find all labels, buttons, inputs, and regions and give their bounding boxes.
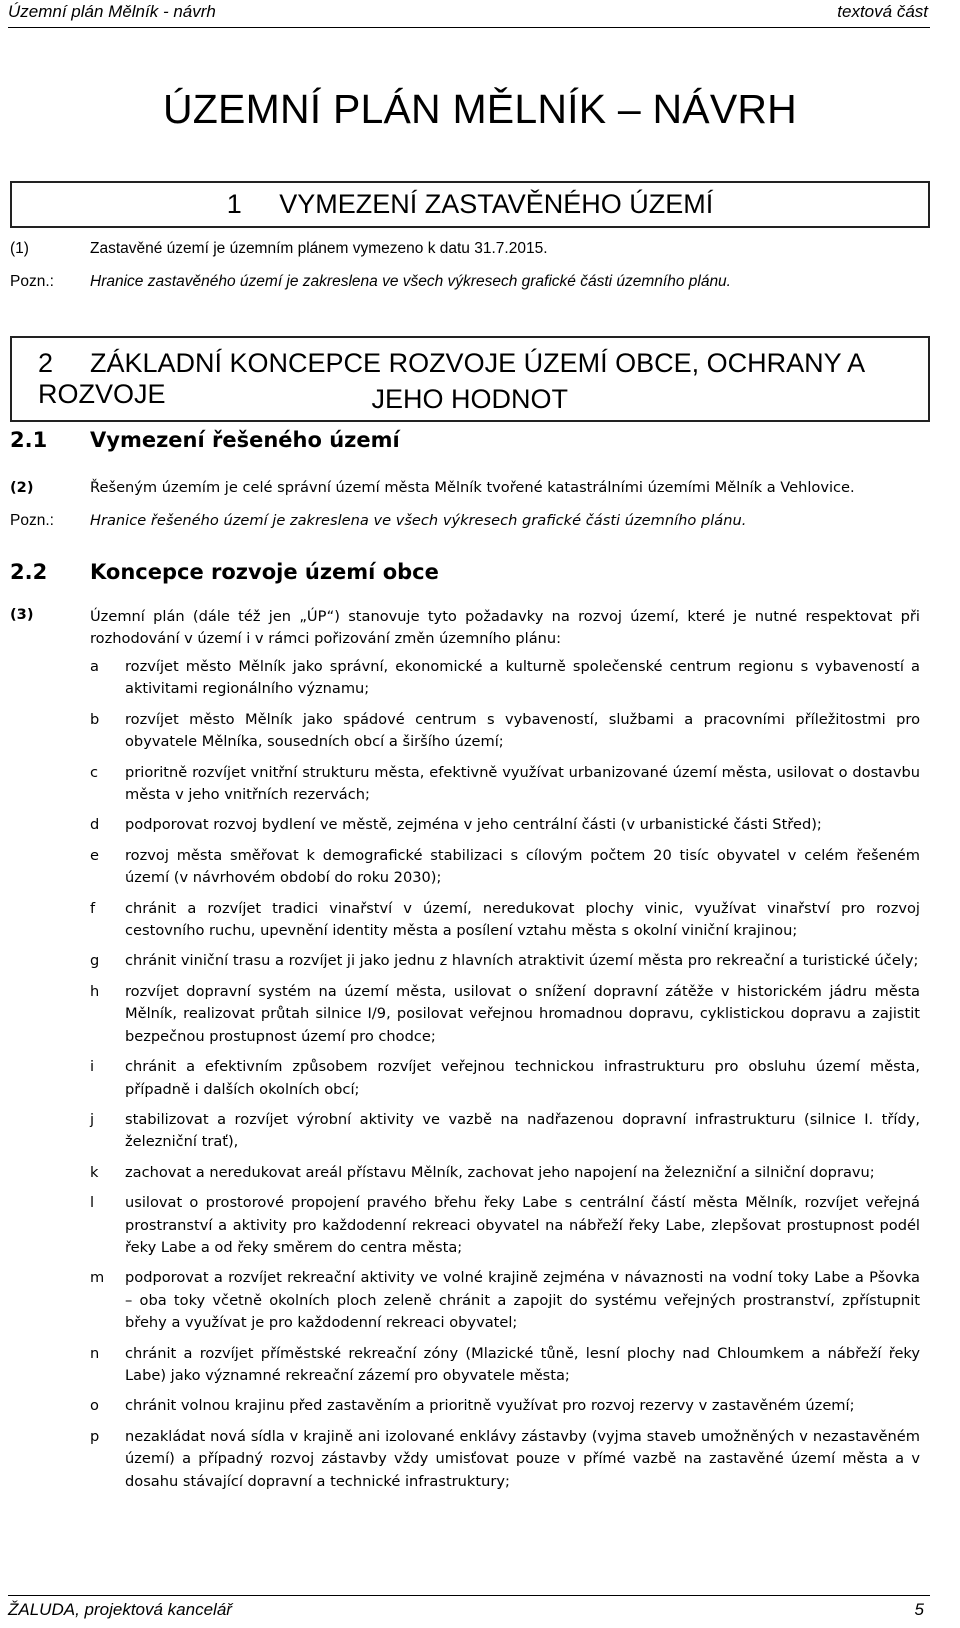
list-item-letter: i: [90, 1058, 95, 1076]
section-2-2-title: Koncepce rozvoje území obce: [90, 560, 439, 584]
list-item: [90, 1395, 920, 1417]
list-item-letter: n: [90, 1344, 100, 1362]
list-item: [90, 898, 920, 943]
list-item: [90, 1192, 920, 1259]
page-number: 5: [914, 1600, 924, 1619]
section-2-2-number: 2.2: [10, 560, 48, 584]
list-item-letter: o: [90, 1397, 99, 1415]
list-item: [90, 709, 920, 754]
list-item-text: podporovat a rozvíjet rekreační aktivity ve volné krajině zejména v návaznosti na vodní toky Labe a Pšovka – oba toky včetně okolních ploch zeleně chránit a zapojit do systému veřejných prostranství, zpřístupnit břehy a využívat je pro každodenní rekreaci obyvatel;: [125, 1269, 920, 1332]
page-header: [0, 0, 960, 28]
header-rule: [8, 27, 930, 28]
list-item-text: rozvoj města směřovat k demografické stabilizaci s cílovým počtem 20 tisíc obyvatel v celém řešeném území (v návrhovém období do roku 2030);: [125, 846, 920, 887]
list-item-text: rozvíjet dopravní systém na území města, usilovat o snížení dopravní zátěže v historickém jádru města Mělník, realizovat průtah silnice I/9, posilovat veřejnou hromadnou dopravu, cyklistickou dopravu a zajistit bezpečnou prostupnost území pro chodce;: [125, 982, 920, 1045]
header-section-name: textová část: [837, 2, 928, 21]
list-item-letter: d: [90, 816, 100, 834]
section-2-1-number: 2.1: [10, 428, 48, 452]
note-2-label: Pozn.:: [10, 512, 54, 529]
list-item-letter: h: [90, 982, 100, 1000]
note-1-text: Hranice zastavěného území je zakreslena ve všech výkresech grafické části územního plánu.: [90, 273, 731, 290]
list-item-text: podporovat rozvoj bydlení ve městě, zejména v jeho centrální části (v urbanistické části Střed);: [125, 816, 822, 834]
list-item-letter: p: [90, 1427, 100, 1445]
list-item: [90, 981, 920, 1048]
list-item-text: nezakládat nová sídla v krajině ani izolované enklávy zástavby (vyjma staveb umožněných v nezastavěném území) a případný rozvoj zástavby vždy umisťovat pouze v přímé vazbě na zastavěné území města a v dosahu stávající dopravní a technické infrastruktury;: [125, 1427, 920, 1490]
section-2-1-title: Vymezení řešeného území: [90, 428, 400, 452]
header-document-name: Územní plán Mělník - návrh: [8, 2, 216, 21]
paragraph-1-text: Zastavěné území je územním plánem vymezeno k datu 31.7.2015.: [90, 240, 548, 257]
chapter-2-heading: [10, 336, 930, 422]
list-item-text: rozvíjet město Mělník jako správní, ekonomické a kulturně společenské centrum regionu s vybaveností a aktivitami regionálního významu;: [125, 658, 920, 698]
chapter-1-heading: [10, 181, 930, 228]
footer-company: ŽALUDA, projektová kancelář: [8, 1600, 232, 1619]
list-item-text: prioritně rozvíjet vnitřní strukturu města, efektivně využívat urbanizované území města, usilovat o dostavbu města v jeho vnitřních rezervách;: [125, 763, 920, 804]
list-item-letter: j: [90, 1110, 95, 1128]
paragraph-2-text: Řešeným územím je celé správní území města Mělník tvořené katastrálními územími Mělník a Vehlovice.: [90, 479, 855, 496]
list-item: [90, 656, 920, 701]
list-item-text: usilovat o prostorové propojení pravého břehu řeky Labe s centrální částí města Mělník, rozvíjet veřejná prostranství a aktivity pro každodenní rekreaci obyvatel na nábřeží řeky Labe, zlepšovat prostupnost podél řeky Labe a od řeky směrem do centra města;: [125, 1194, 920, 1256]
list-item-text: chránit a rozvíjet tradici vinařství v území, neredukovat plochy vinic, využívat vinařství pro rozvoj cestovního ruchu, upevnění identity města a posílení vztahu města s okolní viniční krajinou;: [125, 899, 920, 940]
chapter-2-title-line2: JEHO HODNOT: [371, 384, 568, 414]
chapter-1-number: 1: [226, 189, 242, 219]
list-item: [90, 762, 920, 807]
list-item: [90, 1343, 920, 1388]
list-item-text: chránit a rozvíjet příměstské rekreační zóny (Mlazické tůně, lesní plochy nad Chloumkem a nábřeží řeky Labe) jako významné rekreační zázemí pro obyvatele města;: [125, 1344, 920, 1384]
list-item-letter: a: [90, 658, 99, 675]
list-item-text: rozvíjet město Mělník jako spádové centrum s vybaveností, službami a pracovními příležitostmi pro obyvatele Mělníka, sousedních obcí a širšího území;: [125, 710, 920, 751]
list-item: [90, 814, 920, 836]
list-item-letter: c: [90, 763, 99, 781]
paragraph-3-label: (3): [10, 606, 34, 623]
paragraph-2-label: (2): [10, 479, 34, 496]
list-item: [90, 845, 920, 890]
list-item-letter: b: [90, 710, 100, 728]
requirements-list: [90, 656, 920, 1501]
list-item: [90, 1056, 920, 1101]
list-item-text: stabilizovat a rozvíjet výrobní aktivity ve vazbě na nadřazenou dopravní infrastrukturu (silnice I. třídy, železniční trať),: [125, 1110, 920, 1151]
list-item-letter: m: [90, 1269, 105, 1287]
paragraph-1-label: (1): [10, 240, 29, 257]
list-item: [90, 1162, 920, 1184]
document-title: ÚZEMNÍ PLÁN MĚLNÍK – NÁVRH: [163, 86, 797, 132]
note-2-text: Hranice řešeného území je zakreslena ve všech výkresech grafické části územního plánu.: [90, 512, 747, 529]
list-item: [90, 1267, 920, 1334]
paragraph-3-text: Územní plán (dále též jen „ÚP“) stanovuje tyto požadavky na rozvoj území, které je nutné respektovat při rozhodování v území i v rámci pořizování změn územního plánu:: [90, 608, 920, 647]
list-item-text: chránit viniční trasu a rozvíjet ji jako jednu z hlavních atraktivit území města pro rekreační a turistické účely;: [125, 952, 919, 970]
list-item-text: chránit volnou krajinu před zastavěním a prioritně využívat pro rozvoj rezervy v zastavěném území;: [125, 1397, 855, 1415]
list-item-letter: l: [90, 1194, 95, 1212]
list-item-text: zachovat a neredukovat areál přístavu Mělník, zachovat jeho napojení na železniční a silniční dopravu;: [125, 1163, 875, 1181]
footer-rule: [8, 1595, 930, 1596]
list-item-letter: g: [90, 952, 100, 970]
list-item-letter: e: [90, 846, 99, 864]
section-2-2-heading: [10, 560, 439, 584]
chapter-2-number: 2: [38, 348, 54, 378]
list-item-text: chránit a efektivním způsobem rozvíjet veřejnou technickou infrastrukturu pro obsluhu území města, případně i dalších okolních obcí;: [125, 1058, 920, 1098]
list-item: [90, 1109, 920, 1154]
list-item-letter: f: [90, 899, 96, 917]
note-1-label: Pozn.:: [10, 273, 54, 290]
list-item-letter: k: [90, 1163, 99, 1181]
chapter-2-title-line1: ZÁKLADNÍ KONCEPCE ROZVOJE ÚZEMÍ OBCE, OCHRANY A ROZVOJE: [38, 348, 864, 409]
section-2-1-heading: [10, 428, 400, 452]
list-item: [90, 1426, 920, 1493]
chapter-1-title: VYMEZENÍ ZASTAVĚNÉHO ÚZEMÍ: [279, 189, 714, 219]
list-item: [90, 950, 920, 972]
